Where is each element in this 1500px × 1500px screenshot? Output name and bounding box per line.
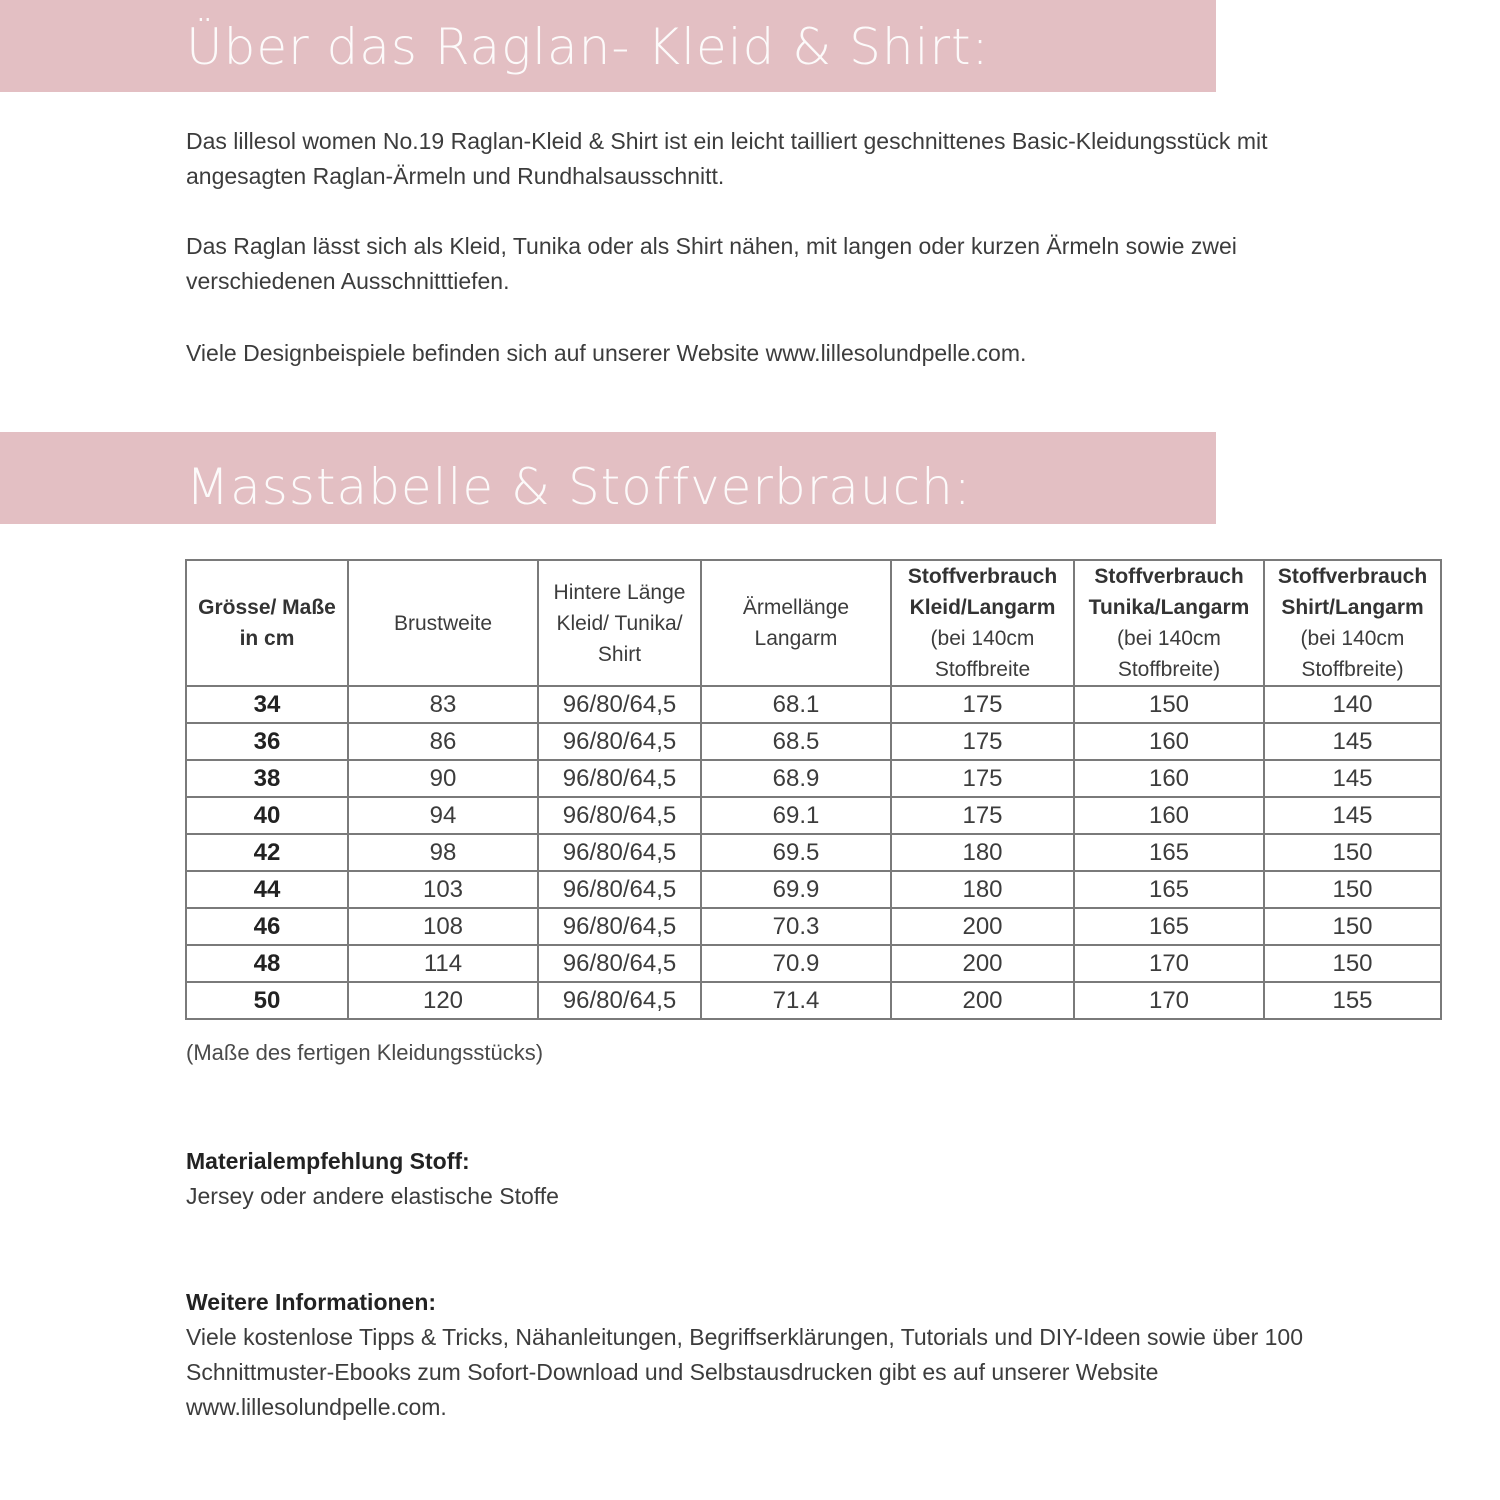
table-row — [186, 945, 1441, 982]
table-row — [186, 834, 1441, 871]
table-row — [186, 797, 1441, 834]
size-cell: 34 — [186, 686, 348, 723]
value-cell: 98 — [348, 834, 538, 871]
value-cell: 69.9 — [701, 871, 891, 908]
value-cell: 175 — [891, 797, 1074, 834]
info-heading: Weitere Informationen: — [186, 1289, 437, 1315]
value-cell: 96/80/64,5 — [538, 723, 701, 760]
table-row — [186, 908, 1441, 945]
value-cell: 68.1 — [701, 686, 891, 723]
material-heading: Materialempfehlung Stoff: — [186, 1148, 470, 1174]
section-title-size-chart: Masstabelle & Stoffverbrauch: — [186, 458, 972, 516]
value-cell: 155 — [1264, 982, 1441, 1019]
value-cell: 160 — [1074, 760, 1264, 797]
value-cell: 200 — [891, 908, 1074, 945]
value-cell: 175 — [891, 760, 1074, 797]
size-chart-table — [185, 559, 1442, 1020]
value-cell: 68.9 — [701, 760, 891, 797]
value-cell: 70.9 — [701, 945, 891, 982]
value-cell: 83 — [348, 686, 538, 723]
value-cell: 165 — [1074, 871, 1264, 908]
intro-paragraph-1: Das lillesol women No.19 Raglan-Kleid & Shirt ist ein leicht tailliert geschnittenes Basic-Kleidungsstück mit angesagten Raglan-Ärmeln und Rundhalsausschnitt. — [186, 128, 1268, 189]
value-cell: 165 — [1074, 908, 1264, 945]
value-cell: 180 — [891, 871, 1074, 908]
size-cell: 36 — [186, 723, 348, 760]
section-banner-about — [0, 0, 1216, 92]
header-fabric-dress: Stoffverbrauch Kleid/Langarm (bei 140cm Stoffbreite — [891, 560, 1074, 686]
value-cell: 200 — [891, 945, 1074, 982]
value-cell: 96/80/64,5 — [538, 982, 701, 1019]
value-cell: 96/80/64,5 — [538, 797, 701, 834]
table-row — [186, 760, 1441, 797]
size-cell: 50 — [186, 982, 348, 1019]
value-cell: 114 — [348, 945, 538, 982]
size-cell: 38 — [186, 760, 348, 797]
table-row — [186, 723, 1441, 760]
value-cell: 96/80/64,5 — [538, 871, 701, 908]
table-header-row — [186, 560, 1441, 686]
table-body — [186, 686, 1441, 1019]
value-cell: 108 — [348, 908, 538, 945]
value-cell: 70.3 — [701, 908, 891, 945]
size-cell: 48 — [186, 945, 348, 982]
value-cell: 90 — [348, 760, 538, 797]
value-cell: 180 — [891, 834, 1074, 871]
header-fabric-tunic: Stoffverbrauch Tunika/Langarm (bei 140cm Stoffbreite) — [1074, 560, 1264, 686]
size-cell: 44 — [186, 871, 348, 908]
table-note: (Maße des fertigen Kleidungsstücks) — [186, 1040, 544, 1065]
intro-paragraph-3: Viele Designbeispiele befinden sich auf unserer Website www.lillesolundpelle.com. — [186, 340, 1027, 366]
value-cell: 145 — [1264, 797, 1441, 834]
intro-paragraph-2: Das Raglan lässt sich als Kleid, Tunika oder als Shirt nähen, mit langen oder kurzen Ärmeln sowie zwei verschiedenen Ausschnitttiefen. — [186, 233, 1237, 294]
value-cell: 170 — [1074, 982, 1264, 1019]
value-cell: 170 — [1074, 945, 1264, 982]
value-cell: 69.5 — [701, 834, 891, 871]
section-banner-size-chart — [0, 432, 1216, 524]
material-text: Jersey oder andere elastische Stoffe — [186, 1183, 559, 1209]
value-cell: 150 — [1264, 908, 1441, 945]
header-back-length: Hintere Länge Kleid/ Tunika/ Shirt — [538, 560, 701, 686]
value-cell: 96/80/64,5 — [538, 834, 701, 871]
value-cell: 140 — [1264, 686, 1441, 723]
header-sleeve-length: Ärmellänge Langarm — [701, 560, 891, 686]
value-cell: 145 — [1264, 723, 1441, 760]
value-cell: 150 — [1264, 871, 1441, 908]
table-row — [186, 871, 1441, 908]
value-cell: 94 — [348, 797, 538, 834]
section-title-about: Über das Raglan- Kleid & Shirt: — [186, 18, 990, 76]
value-cell: 200 — [891, 982, 1074, 1019]
value-cell: 96/80/64,5 — [538, 908, 701, 945]
value-cell: 175 — [891, 686, 1074, 723]
value-cell: 120 — [348, 982, 538, 1019]
header-bust: Brustweite — [348, 560, 538, 686]
value-cell: 96/80/64,5 — [538, 760, 701, 797]
value-cell: 145 — [1264, 760, 1441, 797]
value-cell: 68.5 — [701, 723, 891, 760]
header-fabric-shirt: Stoffverbrauch Shirt/Langarm (bei 140cm Stoffbreite) — [1264, 560, 1441, 686]
value-cell: 86 — [348, 723, 538, 760]
value-cell: 160 — [1074, 797, 1264, 834]
value-cell: 150 — [1264, 834, 1441, 871]
value-cell: 71.4 — [701, 982, 891, 1019]
value-cell: 96/80/64,5 — [538, 686, 701, 723]
value-cell: 69.1 — [701, 797, 891, 834]
info-text: Viele kostenlose Tipps & Tricks, Nähanleitungen, Begriffserklärungen, Tutorials und DIY-Ideen sowie über 100 Schnittmuster-Ebooks zum Sofort-Download und Selbstausdrucken gibt es auf unserer Website www.lillesolundpelle.com. — [186, 1324, 1304, 1420]
table-row — [186, 982, 1441, 1019]
value-cell: 165 — [1074, 834, 1264, 871]
size-cell: 42 — [186, 834, 348, 871]
size-cell: 46 — [186, 908, 348, 945]
value-cell: 175 — [891, 723, 1074, 760]
value-cell: 96/80/64,5 — [538, 945, 701, 982]
size-cell: 40 — [186, 797, 348, 834]
value-cell: 160 — [1074, 723, 1264, 760]
table-row — [186, 686, 1441, 723]
header-size: Grösse/ Maße in cm — [186, 560, 348, 686]
value-cell: 150 — [1264, 945, 1441, 982]
value-cell: 150 — [1074, 686, 1264, 723]
value-cell: 103 — [348, 871, 538, 908]
